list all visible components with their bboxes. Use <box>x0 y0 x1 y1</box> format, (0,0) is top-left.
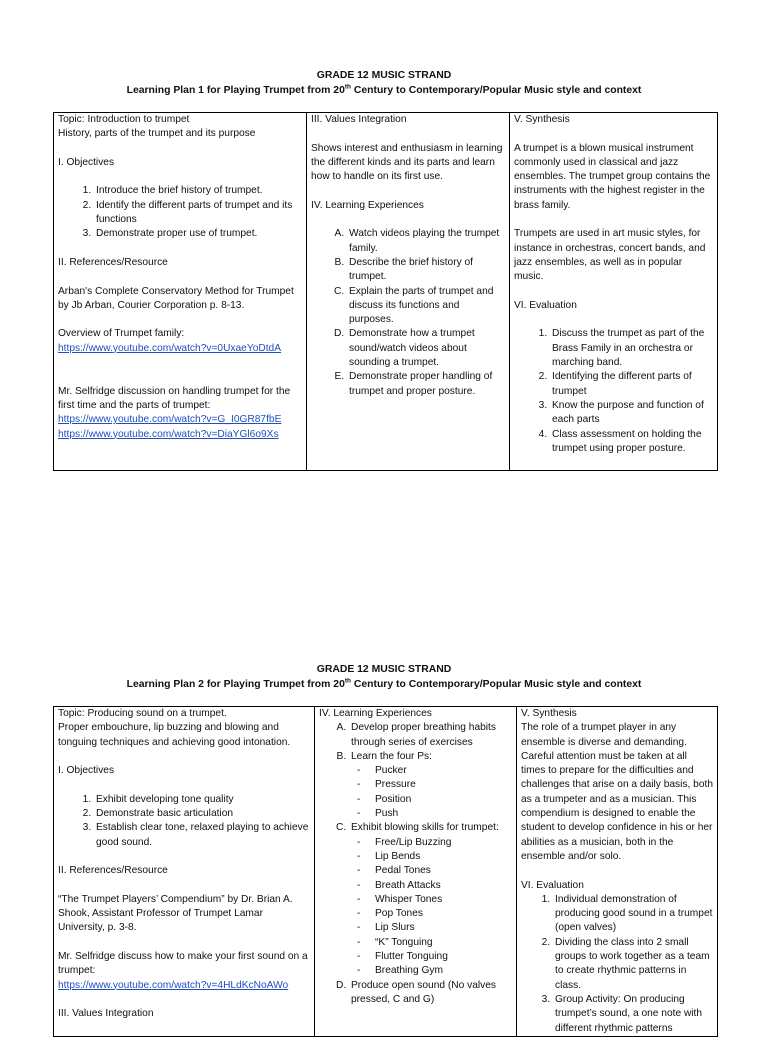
plan2-evaluation-title: VI. Evaluation <box>521 879 584 891</box>
plan2-values-title: III. Values Integration <box>58 1008 154 1020</box>
list-item: - “K” Tonguing <box>373 936 512 950</box>
plan2-plan-title: Learning Plan 2 for Playing Trumpet from 20th Century to Contemporary/Popular Music style and context <box>126 677 642 690</box>
plan2-synthesis-text: The role of a trumpet player in any ensemble is diverse and demanding. Careful attention must be taken at all times to prepare for the difficulties and challenges that arise on a daily basis, both as a trumpeter and as a musician. This compendium is designed to enable the student to develop confidence in his or her abilities as a musician, both in the ensemble and/or solo. <box>521 722 713 862</box>
list-item: 3. Demonstrate proper use of trumpet. <box>94 227 302 241</box>
list-item: 2. Identifying the different parts of trumpet <box>550 370 713 399</box>
list-item: - Pressure <box>373 778 512 792</box>
plan1-synthesis-p2: Trumpets are used in art music styles, for instance in orchestras, concert bands, and jazz ensembles, as well as in popular music. <box>514 228 706 283</box>
plan1-selfridge-link-1[interactable]: https://www.youtube.com/watch?v=G_I0GR87fbE <box>58 414 282 426</box>
list-item: 1. Discuss the trumpet as part of the Brass Family in an orchestra or marching band. <box>550 327 713 370</box>
plan1-objectives-list <box>58 184 302 241</box>
plan2-objectives-title: I. Objectives <box>58 765 115 777</box>
plan1-column-values <box>307 113 510 471</box>
plan1-learning-title: IV. Learning Experiences <box>311 199 424 211</box>
plan1-topic: Topic: Introduction to trumpet <box>58 114 190 125</box>
list-item: D. Demonstrate how a trumpet sound/watch videos about sounding a trumpet. <box>347 327 505 370</box>
list-item: 2. Dividing the class into 2 small groups to work together as a team to create rhythmic patterns in class. <box>553 936 713 993</box>
plan1-references-title: II. References/Resource <box>58 256 168 268</box>
list-item: 3. Know the purpose and function of each parts <box>550 399 713 428</box>
plan1-objectives-title: I. Objectives <box>58 156 115 168</box>
list-item: 3. Group Activity: On producing trumpet’s sound, a one note with different rhythmic patterns <box>553 993 713 1036</box>
plan1-heading <box>0 69 768 98</box>
list-item: 1. Exhibit developing tone quality <box>94 793 310 807</box>
list-item: A. Develop proper breathing habits through series of exercises <box>349 721 512 750</box>
list-item: - Lip Slurs <box>373 921 512 935</box>
plan2-topic: Topic: Producing sound on a trumpet. <box>58 708 227 719</box>
list-item: 4. Class assessment on holding the trumpet using proper posture. <box>550 428 713 457</box>
list-item: - Lip Bends <box>373 850 512 864</box>
plan2-learning-list <box>319 721 512 1007</box>
list-item: 3. Establish clear tone, relaxed playing to achieve good sound. <box>94 821 310 850</box>
plan2-topic-desc: Proper embouchure, lip buzzing and blowing and tonguing techniques and achieving good intonation. <box>58 722 291 748</box>
plan2-synthesis-title: V. Synthesis <box>521 708 577 719</box>
plan2-table <box>53 706 718 1037</box>
plan2-column-learning <box>315 707 517 1037</box>
plan2-objectives-list <box>58 793 310 850</box>
plan2-reference-text: “The Trumpet Players’ Compendium” by Dr. Brian A. Shook, Assistant Professor of Trumpet Lamar University, p. 3-8. <box>58 893 293 934</box>
list-item: - Flutter Tonguing <box>373 950 512 964</box>
list-item: - Pucker <box>373 764 512 778</box>
plan1-synthesis-title: V. Synthesis <box>514 114 570 125</box>
plan2-grade-title: GRADE 12 MUSIC STRAND <box>316 664 452 675</box>
plan1-values-text: Shows interest and enthusiasm in learning the different kinds and its parts and learn how to handle on its first use. <box>311 142 503 183</box>
list-item: - Push <box>373 807 512 821</box>
plan1-plan-title: Learning Plan 1 for Playing Trumpet from 20th Century to Contemporary/Popular Music style and context <box>126 83 642 96</box>
plan1-reference-text: Arban's Complete Conservatory Method for Trumpet by Jb Arban, Courier Corporation p. 8-13. <box>58 285 294 311</box>
plan2-selfridge-text: Mr. Selfridge discuss how to make your first sound on a trumpet: <box>58 951 308 977</box>
plan1-grade-title: GRADE 12 MUSIC STRAND <box>316 70 452 81</box>
plan1-overview-link[interactable]: https://www.youtube.com/watch?v=0UxaeYoDtdA <box>58 342 282 354</box>
plan2-references-title: II. References/Resource <box>58 865 168 877</box>
plan1-table <box>53 112 718 471</box>
plan2-column-topic <box>54 707 315 1037</box>
plan2-evaluation-list <box>521 893 713 1036</box>
list-item: - Free/Lip Buzzing <box>373 836 512 850</box>
list-item: 2. Identify the different parts of trumpet and its functions <box>94 199 302 228</box>
list-item: - Breath Attacks <box>373 879 512 893</box>
plan1-column-topic <box>54 113 307 471</box>
list-item: C. Exhibit blowing skills for trumpet: - Free/Lip Buzzing - Lip Bends - Pedal Tones - Breath Attacks - Whisper Tones - Pop Tones - Lip Slurs - “K” Tonguing - Flutter Tonguing - Breathing Gym <box>349 821 512 978</box>
list-item: A. Watch videos playing the trumpet family. <box>347 227 505 256</box>
plan1-topic-desc: History, parts of the trumpet and its purpose <box>58 128 256 140</box>
list-item: - Pop Tones <box>373 907 512 921</box>
plan2-selfridge-link[interactable]: https://www.youtube.com/watch?v=4HLdKcNoAWo <box>58 979 289 991</box>
list-item: 2. Demonstrate basic articulation <box>94 807 310 821</box>
list-item: - Pedal Tones <box>373 864 512 878</box>
list-item: - Breathing Gym <box>373 964 512 978</box>
plan2-heading <box>0 663 768 692</box>
list-item: - Whisper Tones <box>373 893 512 907</box>
list-item: 1. Individual demonstration of producing good sound in a trumpet (open valves) <box>553 893 713 936</box>
plan1-evaluation-list <box>514 327 713 456</box>
plan1-synthesis-p1: A trumpet is a blown musical instrument commonly used in classical and jazz ensembles. The trumpet group contains the instruments with the highest register in the brass family. <box>514 142 711 211</box>
plan2-blowing-skills-list <box>351 836 512 979</box>
list-item: C. Explain the parts of trumpet and discuss its functions and purposes. <box>347 285 505 328</box>
list-item: 1. Introduce the brief history of trumpet. <box>94 184 302 198</box>
plan2-column-synthesis <box>517 707 718 1037</box>
plan1-learning-list <box>311 227 505 399</box>
plan1-evaluation-title: VI. Evaluation <box>514 299 577 311</box>
plan1-selfridge-text: Mr. Selfridge discussion on handling trumpet for the first time and the parts of trumpet: <box>58 385 291 411</box>
list-item: E. Demonstrate proper handling of trumpet and proper posture. <box>347 370 505 399</box>
plan2-four-ps-list <box>351 764 512 821</box>
list-item: - Position <box>373 793 512 807</box>
plan1-column-synthesis <box>510 113 718 471</box>
plan1-selfridge-link-2[interactable]: https://www.youtube.com/watch?v=DiaYGl6o9Xs <box>58 428 279 440</box>
list-item: B. Learn the four Ps: - Pucker - Pressure - Position - Push <box>349 750 512 821</box>
plan2-learning-title: IV. Learning Experiences <box>319 708 432 719</box>
list-item: D. Produce open sound (No valves pressed, C and G) <box>349 979 512 1008</box>
list-item: B. Describe the brief history of trumpet. <box>347 256 505 285</box>
plan1-overview-label: Overview of Trumpet family: <box>58 328 185 340</box>
plan1-values-title: III. Values Integration <box>311 114 407 125</box>
